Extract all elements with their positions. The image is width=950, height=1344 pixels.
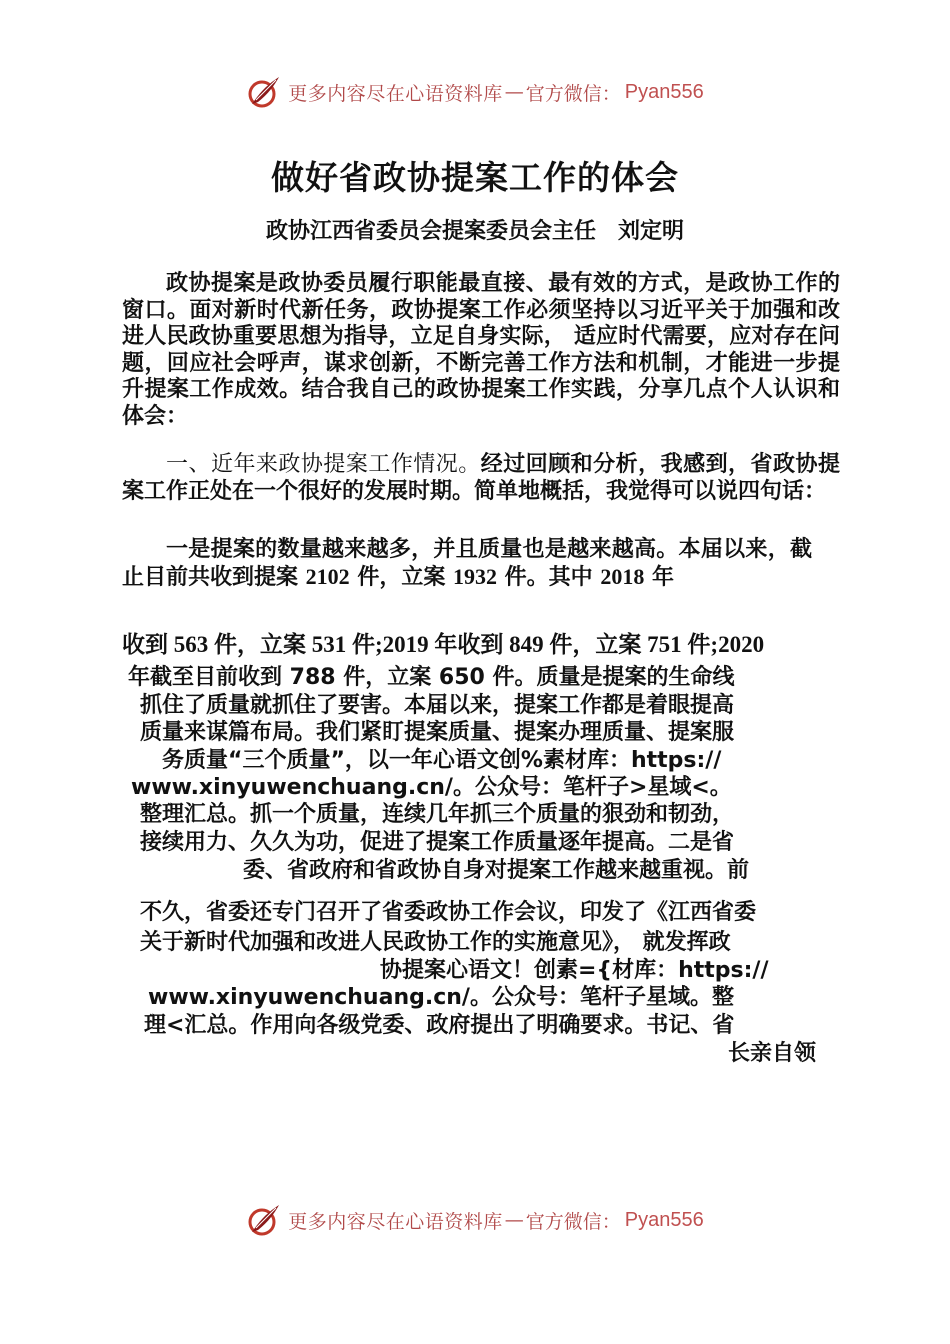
point-one-year: 2018 <box>600 563 645 589</box>
text-line: 整理汇总。抓一个质量，连续几年抓三个质量的狠劲和韧劲， <box>140 802 735 827</box>
point-one-text-a: 一是提案的数量越来越多，并且质量也是越来越高。本届以来，截止目前共收到提案 <box>122 537 812 590</box>
header-banner <box>0 70 950 114</box>
footer-banner <box>0 1198 950 1242</box>
banner-dash: — <box>504 1209 524 1231</box>
point-one-total: 2102 <box>305 563 350 589</box>
text-line: 年截至目前收到 788 件，立案 650 件。质量是提案的生命线 <box>128 665 735 690</box>
text-line: 不久，省委还专门召开了省委政协工作会议，印发了《江西省委 <box>140 900 757 925</box>
quill-logo-icon <box>246 1202 282 1238</box>
banner-text: 更多内容尽在心语资料库 <box>288 1210 503 1233</box>
quill-logo-icon <box>246 74 282 110</box>
paragraph-intro: 政协提案是政协委员履行职能最直接、最有效的方式，是政协工作的窗口。面对新时代新任务，政协提案工作必须坚持以习近平关于加强和改进人民政协重要思想为指导，立足自身实际， 适应时代需要，应对存在问题，回应社会呼声，谋求创新，不断完善工作方法和机制，才能进一步提升提案工作成效。结合我自己的政协提案工作实践，分享几点个人认识和体会： <box>122 271 840 429</box>
point-one-text-d: 年 <box>644 564 674 590</box>
text-line: www.xinyuwenchuang.cn/。公众号：笔杆子星域。整 <box>148 985 734 1010</box>
paragraph-point-one <box>122 537 812 591</box>
document-title: 做好省政协提案工作的体会 <box>271 158 679 197</box>
text-line: 质量来谋篇布局。我们紧盯提案质量、提案办理质量、提案服 <box>140 720 735 745</box>
text-line: 接续用力、久久为功，促进了提案工作质量逐年提高。二是省 <box>140 830 735 855</box>
text-line: 理<汇总。作用向各级党委、政府提出了明确要求。书记、省 <box>144 1013 735 1038</box>
text-line: 务质量“三个质量”，以一年心语文创%素材库：https:// <box>162 748 722 773</box>
section-heading: 一、近年来政协提案工作情况。 <box>166 452 481 477</box>
banner-label: 官方微信： <box>525 82 621 105</box>
text-line: 协提案心语文！创素={材库：https:// <box>380 958 769 983</box>
point-one-text-b: 件，立案 <box>349 564 453 590</box>
banner-label: 官方微信： <box>525 1210 621 1233</box>
text-line: www.xinyuwenchuang.cn/。公众号：笔杆子>星域<。 <box>131 775 732 800</box>
section-body: 经过回顾和分析，我感到，省政协提案工作正处在一个很好的发展时期。简单地概括，我觉得可以说四句话： <box>122 452 840 504</box>
banner-account: Pyan556 <box>624 1208 704 1231</box>
text-line: 关于新时代加强和改进人民政协工作的实施意见》， 就发挥政 <box>140 930 731 955</box>
point-one-text-c: 件。其中 <box>497 564 601 590</box>
text-line: 抓住了质量就抓住了要害。本届以来，提案工作都是着眼提高 <box>140 693 735 718</box>
point-one-accepted: 1932 <box>453 563 497 589</box>
text-line: 委、省政府和省政协自身对提案工作越来越重视。前 <box>243 858 750 883</box>
paragraph-section-one <box>122 452 840 505</box>
banner-text: 更多内容尽在心语资料库 <box>288 82 503 105</box>
text-line: 收到 563 件，立案 531 件;2019 年收到 849 件，立案 751 件;2020 <box>122 632 765 657</box>
banner-account: Pyan556 <box>624 80 704 103</box>
banner-dash: — <box>504 81 524 103</box>
document-author: 政协江西省委员会提案委员会主任 刘定明 <box>265 219 684 244</box>
text-line: 长亲自领 <box>728 1041 817 1066</box>
